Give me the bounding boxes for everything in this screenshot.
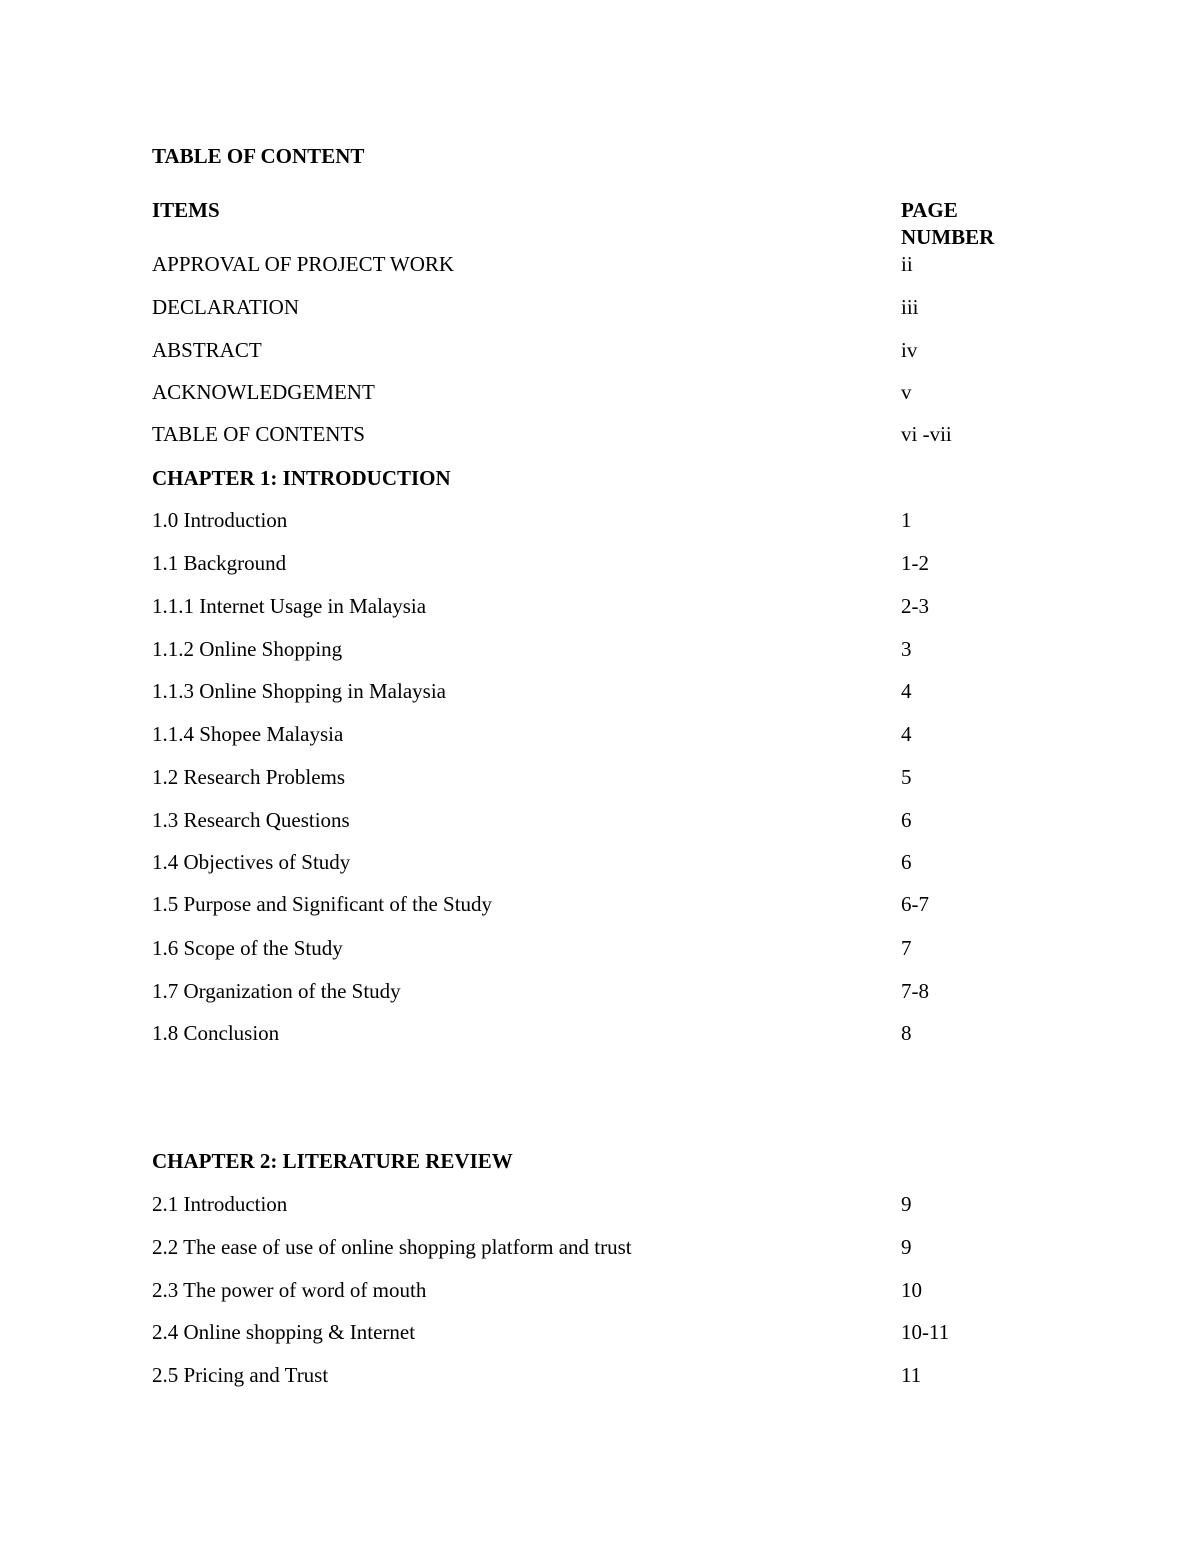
toc-page: 6 [901,808,912,832]
toc-page: 10 [901,1278,922,1302]
toc-page: 8 [901,1021,912,1045]
toc-item-declaration: DECLARATION [152,295,299,319]
toc-page: 4 [901,679,912,703]
toc-page: 5 [901,765,912,789]
toc-item: 1.4 Objectives of Study [152,850,351,874]
toc-page: 9 [901,1235,912,1259]
toc-item: 1.1.2 Online Shopping [152,637,343,661]
toc-page: 6-7 [901,892,929,916]
toc-page: 11 [901,1363,922,1387]
toc-page: 1 [901,508,912,532]
items-column-header: ITEMS [152,198,220,222]
toc-page: 2-3 [901,594,929,618]
toc-item: 1.7 Organization of the Study [152,979,401,1003]
toc-item-table-of-contents: TABLE OF CONTENTS [152,422,365,446]
toc-item: 2.3 The power of word of mouth [152,1278,427,1302]
toc-page: 7-8 [901,979,929,1003]
toc-item: 1.1.3 Online Shopping in Malaysia [152,679,446,703]
toc-item: 2.2 The ease of use of online shopping platform and trust [152,1235,632,1259]
toc-page-abstract: iv [901,338,918,362]
toc-item: 1.2 Research Problems [152,765,346,789]
toc-item-approval: APPROVAL OF PROJECT WORK [152,252,455,276]
chapter-1-heading: CHAPTER 1: INTRODUCTION [152,466,451,490]
toc-item: 2.1 Introduction [152,1192,288,1216]
chapter-2-heading: CHAPTER 2: LITERATURE REVIEW [152,1149,513,1173]
toc-page: 6 [901,850,912,874]
document-title: TABLE OF CONTENT [152,144,365,168]
toc-page: 1-2 [901,551,929,575]
toc-page: 10-11 [901,1320,950,1344]
toc-item: 1.1 Background [152,551,287,575]
toc-page: 3 [901,637,912,661]
toc-item: 1.6 Scope of the Study [152,936,343,960]
toc-page: 7 [901,936,912,960]
toc-item: 2.5 Pricing and Trust [152,1363,329,1387]
toc-page-declaration: iii [901,295,919,319]
toc-item: 1.5 Purpose and Significant of the Study [152,892,493,916]
toc-item: 1.3 Research Questions [152,808,350,832]
toc-page: 4 [901,722,912,746]
toc-page-approval: ii [901,252,913,276]
page-number-column-header-line1: PAGE [901,198,958,222]
toc-item: 1.1.1 Internet Usage in Malaysia [152,594,427,618]
toc-page-table-of-contents: vi -vii [901,422,952,446]
toc-item: 1.8 Conclusion [152,1021,280,1045]
toc-item: 1.0 Introduction [152,508,288,532]
toc-page: 9 [901,1192,912,1216]
toc-page-acknowledgement: v [901,380,912,404]
toc-item-abstract: ABSTRACT [152,338,262,362]
page-number-column-header-line2: NUMBER [901,225,995,249]
toc-item: 2.4 Online shopping & Internet [152,1320,416,1344]
toc-item: 1.1.4 Shopee Malaysia [152,722,344,746]
toc-item-acknowledgement: ACKNOWLEDGEMENT [152,380,375,404]
